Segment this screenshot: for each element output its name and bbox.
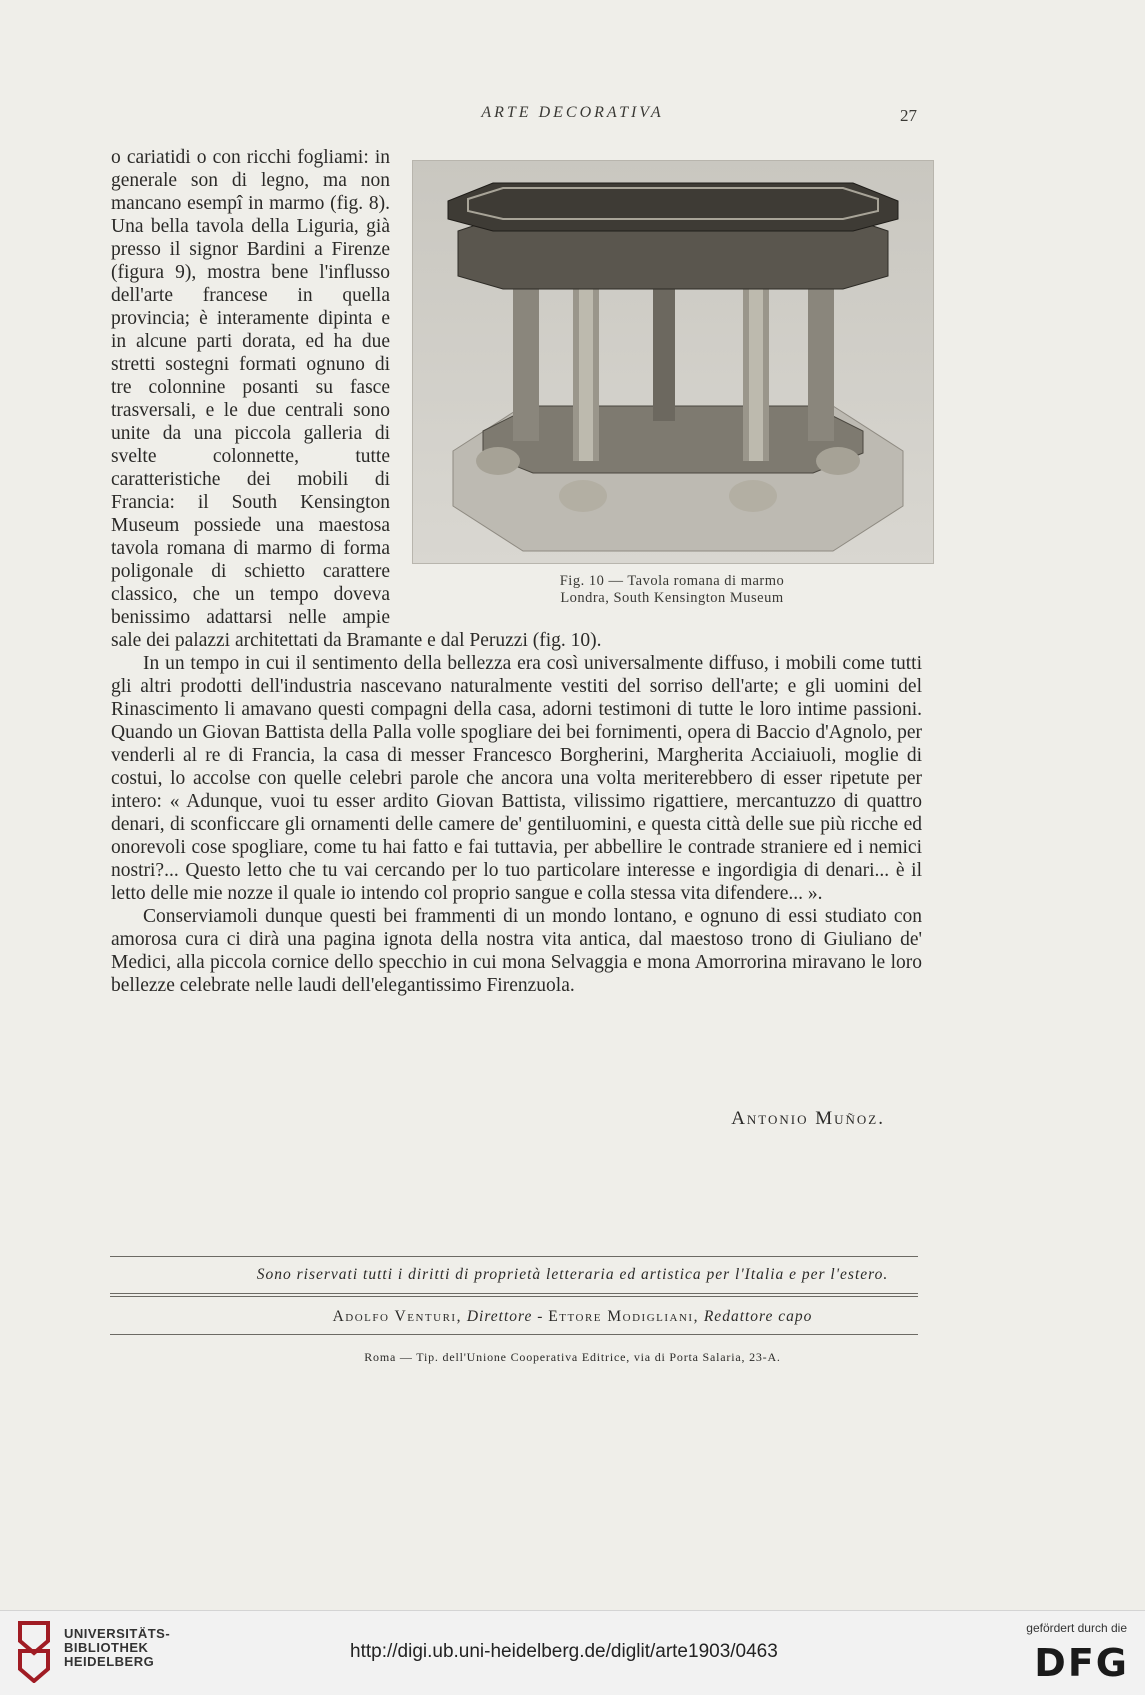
library-name (64, 1627, 170, 1669)
director-role: Direttore (466, 1308, 533, 1325)
library-name-text: UNIVERSITÄTS- BIBLIOTHEK HEIDELBERG (64, 1626, 171, 1669)
viewer-footer (0, 1610, 1145, 1695)
director-name: Adolfo Venturi, (332, 1308, 462, 1325)
rights-notice: Sono riservati tutti i diritti di proprietà letteraria ed artistica per l'Italia e per l'estero. (256, 1266, 889, 1283)
editor-role: Redattore capo (703, 1308, 813, 1325)
editors-separator: - (537, 1308, 544, 1325)
permalink[interactable]: http://digi.ub.uni-heidelberg.de/diglit/arte1903/0463 (350, 1641, 778, 1662)
figure-caption (412, 573, 932, 607)
divider (110, 1334, 918, 1335)
caption-location: Londra, South Kensington Museum (560, 590, 784, 606)
dfg-logo: DFG (1034, 1641, 1129, 1685)
editor-name: Ettore Modigliani, (548, 1308, 699, 1325)
table-illustration (413, 161, 933, 563)
paragraph-2: In un tempo in cui il sentimento della bellezza era così universalmente diffuso, i mobili come tutti gli altri prodotti dell'industria nascevano naturalmente vestiti del sorriso dell'arte; e gli uomini del Rinascimento li amavano questi compagni della casa, adorni testimoni di tutte le loro intime passioni. Quando un Giovan Battista della Palla volle spogliare dei bei fornimenti, opera di Baccio d'Agnolo, per venderli al re di Francia, la casa di messer Francesco Borgherini, Margherita Acciaiuoli, moglie di costui, lo accolse con quelle celebri parole che ancora una volta meriterebbero di esser ripetute per intero: « Adunque, vuoi tu esser ardito Giovan Battista, vilissimo rigattiere, mercantuzzo di quattro denari, di sconficcare gli ornamenti delle camere de' gentiluomini, e questa città delle sue più ricche ed onorevoli cose spogliare, come tu hai fatto e fai tuttavia, per abbellire le contrade straniere ed i nemici nostri?... Questo letto che tu vai cercando per lo tuo particolare interesse e ingordigia di denari... è il letto delle mie nozze il quale io intendo col proprio sangue e colla stessa vita difendere... ». (111, 653, 922, 904)
author-signature: Antonio Muñoz. (731, 1108, 885, 1129)
editors-line (0, 1308, 1145, 1326)
divider (110, 1296, 918, 1297)
page-number: 27 (900, 106, 917, 125)
caption-title: Fig. 10 — Tavola romana di marmo (559, 573, 785, 589)
photo-octagonal-marble-table (412, 160, 934, 564)
article-text (111, 146, 922, 997)
university-library-logo-icon (14, 1621, 54, 1683)
paragraph-3: Conserviamoli dunque questi bei frammenti di un mondo lontano, e ognuno di essi studiato con amorosa cura ci dirà una pagina ignota della nostra vita antica, dal maestoso trono di Giuliano de' Medici, alla piccola cornice dello specchio in cui mona Selvaggia e mona Amorrorina miravano le loro bellezze celebrate nelle laudi dell'elegantissimo Firenzuola. (111, 906, 922, 996)
figure-10 (412, 160, 932, 607)
divider (110, 1256, 918, 1257)
funding-label: gefördert durch die (1026, 1621, 1127, 1635)
printer-imprint: Roma — Tip. dell'Unione Cooperativa Editrice, via di Porta Salaria, 23-A. (364, 1350, 781, 1364)
running-title: ARTE DECORATIVA (481, 104, 664, 121)
divider (110, 1293, 918, 1294)
paragraph-1: o cariatidi o con ricchi fogliami: in generale son di legno, ma non mancano esempî in marmo (fig. 8). Una bella tavola della Liguria, già presso il signor Bardini a Firenze (figura 9), mostra bene l'influsso dell'arte francese in quella provincia; è interamente dipinta e in alcune parti dorata, ed ha due stretti sostegni formati ognuno di tre colonnine posanti su fasce trasversali, e le due centrali sono unite da una piccola galleria di svelte colonnette, tutte caratteristiche dei mobili di Francia: il South Kensington Museum possiede una maestosa tavola romana di marmo di forma poligonale di schietto carattere classico, che un tempo doveva benissimo adattarsi nelle ampie sale dei palazzi architettati da Bramante e dal Peruzzi (fig. 10). (111, 147, 602, 651)
